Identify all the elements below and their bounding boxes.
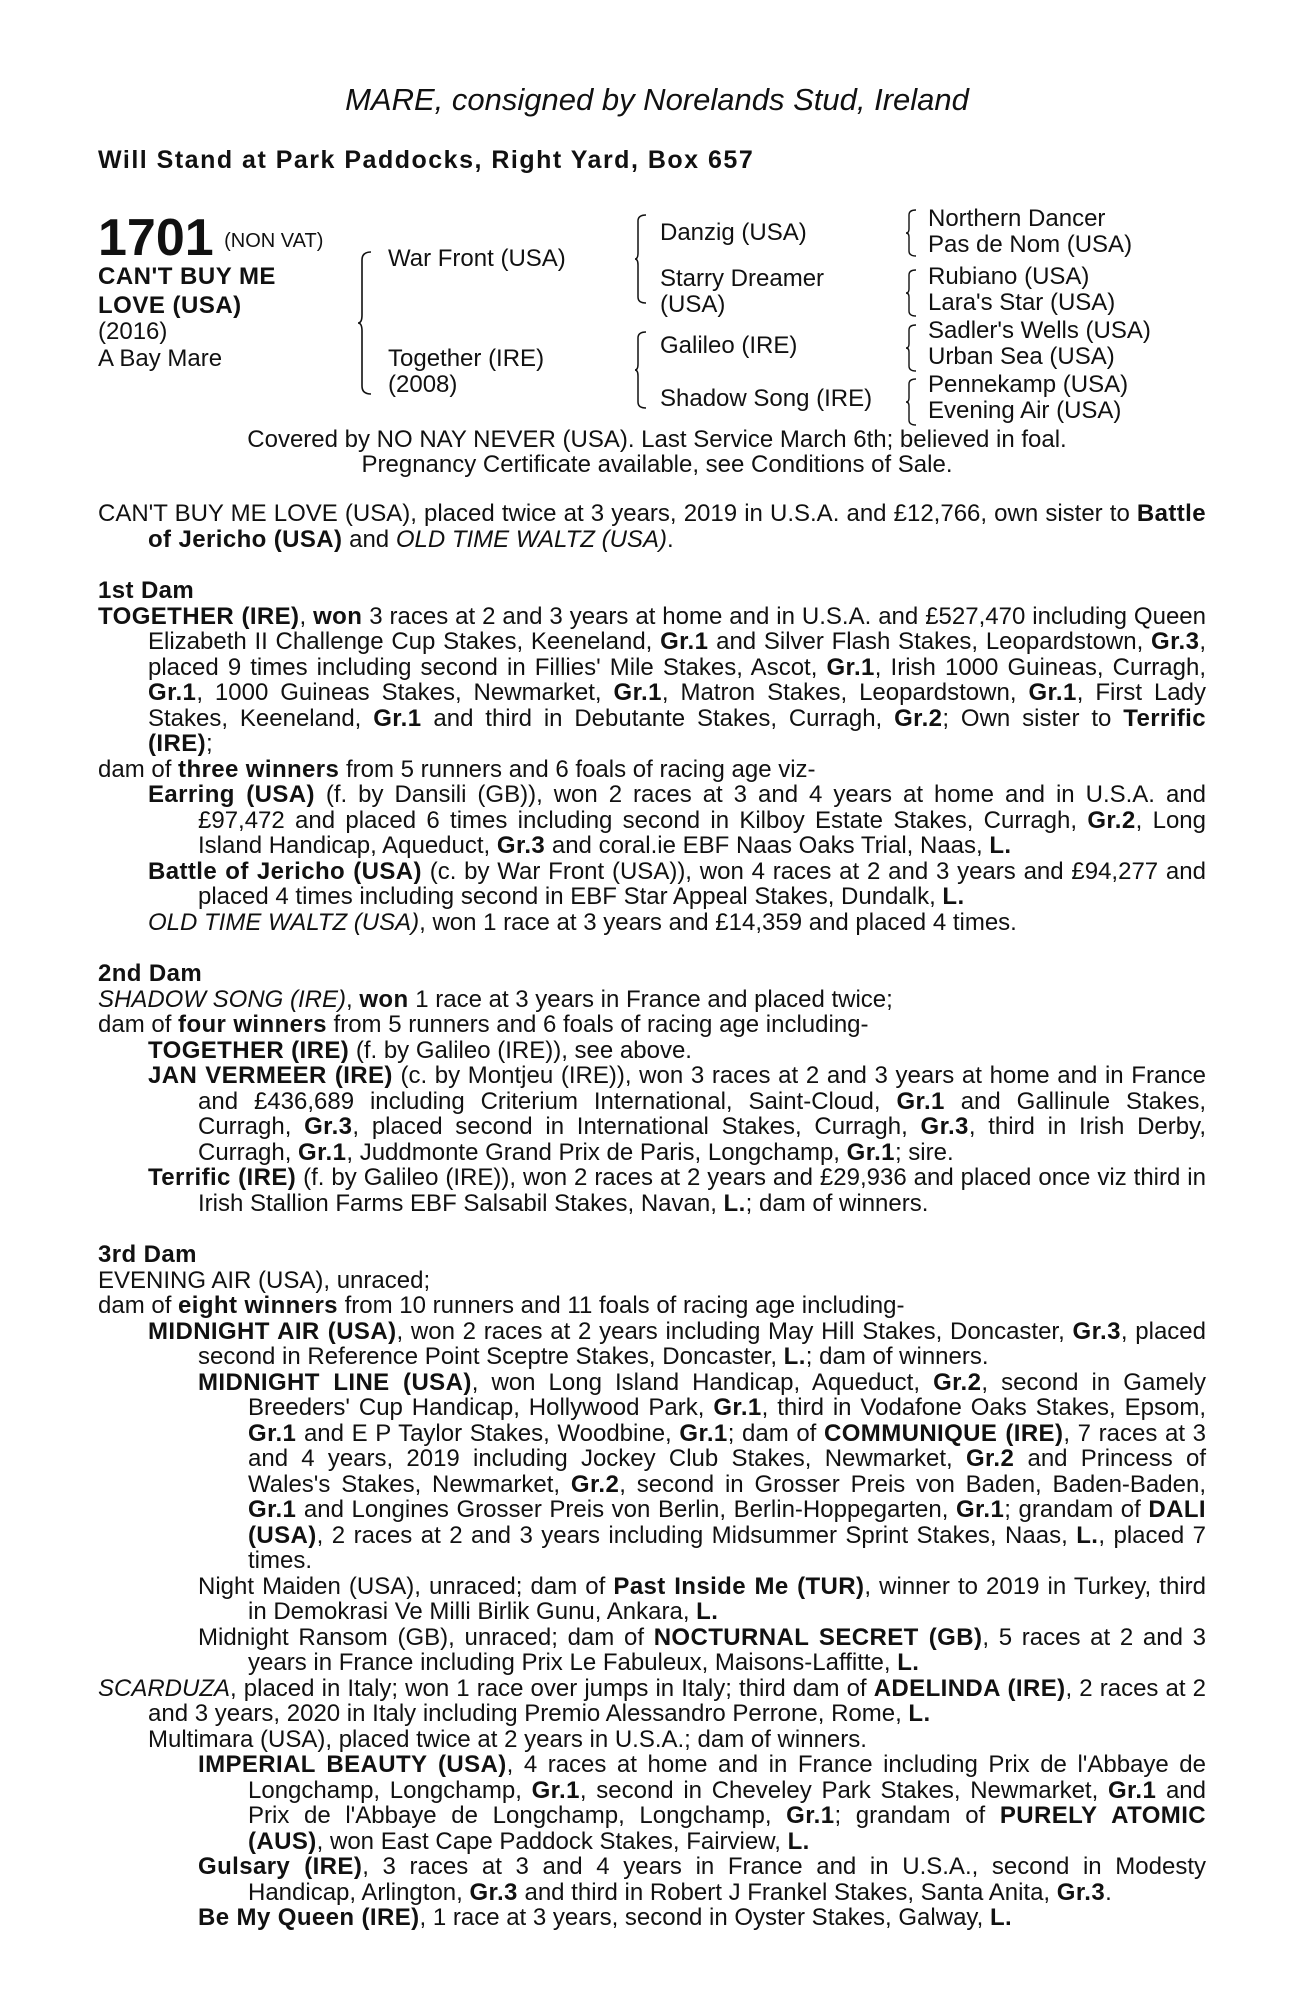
pedigree-entry: [98, 1676, 1206, 1727]
text-run: ,: [299, 602, 314, 630]
pedigree-sdd: Lara's Star (USA): [928, 289, 1116, 316]
text-run: and Prix de l'Abbaye de Longchamp, Longchamp,: [248, 1776, 1206, 1829]
pedigree-entry: [98, 859, 1206, 910]
bold-text-run: MIDNIGHT LINE (USA): [198, 1368, 472, 1396]
section-heading: 1st Dam: [98, 577, 195, 604]
pedigree-dam-line2: (2008): [388, 371, 458, 398]
text-run: , Juddmonte Grand Prix de Paris, Longchamp,: [346, 1138, 847, 1166]
pedigree-brace-gen1: [357, 250, 373, 396]
text-run: ; dam of winners.: [745, 1189, 929, 1217]
text-run: (f. by Galileo (IRE)), see above.: [349, 1036, 692, 1064]
italic-text-run: SCARDUZA: [98, 1674, 231, 1702]
bold-text-run: Be My Queen (IRE): [198, 1904, 420, 1931]
text-run: ,: [346, 985, 360, 1013]
bold-text-run: Gr.1: [248, 1496, 297, 1523]
bold-text-run: L.: [783, 1343, 806, 1370]
text-run: and coral.ie EBF Naas Oaks Trial, Naas,: [545, 832, 990, 859]
text-run: , 2 races at 2 and 3 years including Midsummer Sprint Stakes, Naas,: [316, 1521, 1077, 1549]
horse-name: [98, 262, 276, 320]
text-run: , First Lady Stakes, Keeneland,: [148, 679, 1207, 732]
text-run: (f. by Dansili (GB)), won 2 races at 3 and 4 years at home and in U.S.A. and £97,472 and placed 6 times including second in Kilboy Estate Stakes, Curragh,: [198, 781, 1206, 834]
text-run: and third in Debutante Stakes, Curragh,: [421, 704, 895, 732]
pedigree-entry: [98, 1268, 1206, 1294]
bold-text-run: Gr.1: [1028, 679, 1077, 706]
text-run: , 4 races at home and in France including Prix de l'Abbaye de Longchamp, Longchamp,: [248, 1751, 1206, 1804]
pedigree-entry: [98, 1854, 1206, 1905]
bold-text-run: Gr.3: [1056, 1878, 1106, 1906]
text-run: from 10 runners and 11 foals of racing age including-: [337, 1292, 905, 1319]
bold-text-run: Gr.3: [920, 1113, 969, 1140]
bold-text-run: Gr.2: [894, 704, 943, 732]
text-run: , third in Irish Derby, Curragh,: [198, 1113, 1207, 1166]
foaling-year: (2016): [98, 318, 168, 345]
pedigree-entry: [98, 1063, 1206, 1165]
bold-text-run: Gr.2: [570, 1470, 620, 1498]
section-heading: 3rd Dam: [98, 1241, 197, 1268]
pedigree-ssd: Pas de Nom (USA): [928, 231, 1133, 258]
bold-text-run: L.: [723, 1189, 746, 1217]
text-run: ;: [206, 730, 213, 757]
catalogue-body: [98, 501, 1206, 1931]
pregnancy-note: Pregnancy Certificate available, see Conditions of Sale.: [361, 451, 953, 478]
text-run: , Irish 1000 Guineas, Curragh,: [874, 653, 1206, 681]
bold-text-run: Gr.1: [660, 628, 709, 655]
bold-text-run: L.: [1076, 1521, 1099, 1549]
text-run: , 1 race at 3 years, second in Oyster Stakes, Galway,: [419, 1904, 990, 1931]
text-run: , placed second in International Stakes, Curragh,: [352, 1113, 921, 1140]
horse-name-line1: CAN'T BUY ME: [98, 263, 276, 290]
horse-details: [98, 318, 222, 372]
text-run: 1 race at 3 years in France and placed twice;: [408, 985, 893, 1013]
bold-text-run: L.: [897, 1649, 920, 1676]
text-run: , placed in Italy; won 1 race over jumps in Italy; third dam of: [230, 1674, 874, 1702]
intro-paragraph: [98, 501, 1206, 552]
text-run: from 5 runners and 6 foals of racing age including-: [326, 1011, 869, 1038]
text-run: , 7 races at 3 and 4 years, 2019 including Jockey Club Stakes, Newmarket,: [248, 1419, 1206, 1472]
bold-text-run: Earring (USA): [148, 781, 315, 808]
pedigree-dss: Sadler's Wells (USA): [928, 317, 1151, 344]
bold-text-run: Gr.1: [713, 1394, 762, 1421]
bold-text-run: IMPERIAL BEAUTY (USA): [198, 1751, 507, 1778]
lot-number: 1701: [98, 209, 214, 267]
bold-text-run: L.: [908, 1700, 931, 1727]
vat-status: (NON VAT): [224, 230, 324, 252]
bold-text-run: L.: [696, 1598, 719, 1625]
text-run: and Silver Flash Stakes, Leopardstown,: [708, 628, 1152, 655]
text-run: (c. by War Front (USA)), won 4 races at 2 and 3 years and £94,277 and placed 4 times including second in EBF Star Appeal Stakes, Dundalk,: [198, 857, 1206, 910]
pedigree-sire-sire: Danzig (USA): [660, 219, 807, 246]
text-run: ; sire.: [894, 1138, 954, 1166]
bold-text-run: Gr.1: [896, 1087, 945, 1115]
text-run: , Matron Stakes, Leopardstown,: [661, 679, 1029, 706]
pedigree-entry: [98, 1293, 1206, 1319]
pedigree-entry: [98, 1727, 1206, 1753]
bold-text-run: MIDNIGHT AIR (USA): [148, 1317, 397, 1345]
bold-text-run: won: [313, 602, 363, 630]
text-run: from 5 runners and 6 foals of racing age viz-: [339, 755, 816, 783]
bold-text-run: Gr.1: [373, 704, 422, 732]
pedigree-entry: [98, 1752, 1206, 1854]
text-run: (c. by Montjeu (IRE)), won 3 races at 2 and 3 years at home and in France and £436,689 including Criterium International, Saint-Cloud,: [198, 1062, 1207, 1115]
text-run: and Longines Grosser Preis von Berlin, Berlin-Hoppegarten,: [296, 1496, 956, 1523]
bold-text-run: Gr.1: [148, 679, 197, 706]
text-run: .: [666, 525, 674, 553]
pedigree-entry: [98, 1370, 1206, 1574]
bold-text-run: ADELINDA (IRE): [873, 1674, 1066, 1702]
text-run: and third in Robert J Frankel Stakes, Santa Anita,: [517, 1878, 1057, 1906]
lot-header: [98, 208, 323, 268]
bold-text-run: Gr.2: [965, 1445, 1015, 1472]
pedigree-entry: [98, 1165, 1206, 1216]
pedigree-ddd: Evening Air (USA): [928, 397, 1122, 424]
text-run: and E P Taylor Stakes, Woodbine,: [296, 1419, 680, 1447]
pedigree-sire-dam-line2: (USA): [660, 291, 726, 318]
text-run: and Princess of Wales's Stakes, Newmarket,: [248, 1445, 1206, 1498]
pedigree-dam-line1: Together (IRE): [388, 345, 545, 372]
dam-sections: [98, 578, 1206, 1931]
bold-text-run: PURELY ATOMIC (AUS): [248, 1802, 1206, 1855]
pedigree-sire-dam-line1: Starry Dreamer: [660, 265, 825, 292]
bold-text-run: Gr.1: [613, 679, 662, 706]
text-run: .: [1105, 1878, 1112, 1906]
consignment-line: MARE, consigned by Norelands Stud, Ireland: [345, 82, 969, 117]
pedigree-entry: [98, 757, 1206, 783]
text-run: dam of: [98, 755, 179, 783]
text-run: , 5 races at 2 and 3 years in France including Prix Le Fabuleux, Maisons-Laffitte,: [248, 1623, 1206, 1676]
pedigree-brace-sd: [905, 268, 917, 318]
text-run: Night Maiden (USA), unraced; dam of: [198, 1572, 614, 1600]
dam-section: [98, 1242, 1206, 1931]
bold-text-run: COMMUNIQUE (IRE): [824, 1419, 1064, 1447]
bold-text-run: Terrific (IRE): [148, 1164, 297, 1191]
bold-text-run: Gr.2: [1087, 806, 1136, 834]
text-run: 3 races at 2 and 3 years at home and in U.S.A. and £527,470 including Queen Elizabeth II Challenge Cup Stakes, Keeneland,: [148, 602, 1206, 655]
text-run: , won 2 races at 2 years including May Hill Stakes, Doncaster,: [396, 1317, 1073, 1345]
bold-text-run: eight winners: [178, 1292, 338, 1319]
italic-text-run: SHADOW SONG (IRE): [98, 985, 347, 1013]
text-run: , 2 races at 2 and 3 years, 2020 in Italy including Premio Alessandro Perrone, Rome,: [148, 1674, 1206, 1727]
pedigree-sds: Rubiano (USA): [928, 263, 1090, 290]
dam-section: [98, 578, 1206, 935]
text-run: ; dam of: [727, 1419, 824, 1447]
text-run: , second in Grosser Preis von Baden, Baden-Baden,: [619, 1470, 1206, 1498]
bold-text-run: Gulsary (IRE): [198, 1853, 363, 1880]
bold-text-run: Gr.3: [304, 1113, 353, 1140]
bold-text-run: TOGETHER (IRE): [98, 602, 300, 630]
pedigree-brace-ds: [905, 323, 917, 373]
text-run: , won 1 race at 3 years and £14,359 and placed 4 times.: [419, 908, 1017, 936]
bold-text-run: Gr.1: [955, 1496, 1005, 1523]
pedigree-dds: Pennekamp (USA): [928, 371, 1129, 398]
bold-text-run: L.: [942, 883, 965, 910]
pedigree-entry: [98, 1905, 1206, 1931]
pedigree-dam-dam: Shadow Song (IRE): [660, 385, 873, 412]
pedigree-entry: [98, 604, 1206, 757]
text-run: , second in Cheveley Park Stakes, Newmarket,: [579, 1776, 1108, 1804]
horse-description: A Bay Mare: [98, 345, 223, 372]
pedigree-entry: [98, 1319, 1206, 1370]
pedigree-entry: [98, 1038, 1206, 1064]
bold-text-run: Gr.1: [846, 1138, 895, 1166]
bold-text-run: four winners: [178, 1011, 327, 1038]
bold-text-run: TOGETHER (IRE): [148, 1036, 350, 1064]
bold-text-run: Gr.1: [1107, 1776, 1157, 1804]
bold-text-run: Gr.2: [933, 1368, 982, 1396]
bold-text-run: Gr.3: [1072, 1317, 1121, 1345]
bold-text-run: Gr.1: [248, 1419, 297, 1447]
bold-text-run: L.: [989, 1904, 1013, 1931]
location-line: Will Stand at Park Paddocks, Right Yard, Box 657: [98, 146, 755, 174]
horse-name-line2: LOVE (USA): [98, 292, 242, 319]
text-run: dam of: [98, 1292, 179, 1319]
text-run: , won East Cape Paddock Stakes, Fairview,: [316, 1827, 788, 1855]
covering-note: Covered by NO NAY NEVER (USA). Last Service March 6th; believed in foal.: [247, 426, 1067, 453]
pedigree-dam-sire: Galileo (IRE): [660, 332, 798, 359]
bold-text-run: DALI (USA): [248, 1496, 1206, 1549]
bold-text-run: L.: [989, 832, 1012, 859]
text-run: , second in Gamely Breeders' Cup Handicap, Hollywood Park,: [248, 1368, 1206, 1421]
bold-text-run: Gr.3: [1151, 628, 1200, 655]
text-run: Midnight Ransom (GB), unraced; dam of: [198, 1623, 654, 1651]
pedigree-brace-ss: [905, 208, 917, 258]
text-run: , placed 9 times including second in Fillies' Mile Stakes, Ascot,: [148, 628, 1206, 681]
text-run: ; grandam of: [1004, 1496, 1149, 1523]
pedigree-brace-sire: [634, 213, 648, 305]
text-run: , Long Island Handicap, Aqueduct,: [198, 806, 1206, 859]
bold-text-run: Gr.3: [469, 1878, 518, 1906]
text-run: dam of: [98, 1011, 179, 1038]
bold-text-run: Battle of Jericho (USA): [148, 500, 1206, 553]
bold-text-run: three winners: [178, 755, 340, 783]
text-run: Multimara (USA), placed twice at 2 years in U.S.A.; dam of winners.: [148, 1725, 867, 1753]
text-run: (f. by Galileo (IRE)), won 2 races at 2 years and £29,936 and placed once viz third in Irish Stallion Farms EBF Salsabil Stakes, Navan,: [198, 1164, 1206, 1217]
text-run: EVENING AIR (USA), unraced;: [98, 1266, 431, 1294]
dam-section: [98, 961, 1206, 1216]
bold-text-run: Gr.1: [786, 1802, 835, 1829]
bold-text-run: Battle of Jericho (USA): [148, 857, 422, 885]
bold-text-run: Gr.1: [679, 1419, 728, 1447]
bold-text-run: won: [359, 985, 409, 1013]
bold-text-run: Gr.1: [531, 1776, 580, 1804]
text-run: , 1000 Guineas Stakes, Newmarket,: [196, 679, 614, 706]
bold-text-run: Terrific (IRE): [148, 704, 1206, 757]
text-run: , third in Vodafone Oaks Stakes, Epsom,: [761, 1394, 1206, 1421]
pedigree-brace-dam: [634, 330, 648, 410]
pedigree-entry: [98, 782, 1206, 859]
text-run: , winner to 2019 in Turkey, third in Demokrasi Ve Milli Birlik Gunu, Ankara,: [248, 1572, 1206, 1625]
italic-text-run: OLD TIME WALTZ (USA): [148, 908, 420, 936]
section-heading: 2nd Dam: [98, 960, 203, 987]
pedigree-entry: [98, 987, 1206, 1013]
text-run: , 3 races at 3 and 4 years in France and in U.S.A., second in Modesty Handicap, Arlington,: [248, 1853, 1206, 1906]
bold-text-run: Past Inside Me (TUR): [613, 1572, 865, 1600]
bold-text-run: L.: [787, 1827, 810, 1855]
bold-text-run: Gr.3: [496, 832, 546, 859]
pedigree-entry: [98, 1625, 1206, 1676]
bold-text-run: Gr.1: [826, 653, 875, 681]
text-run: CAN'T BUY ME LOVE (USA), placed twice at 3 years, 2019 in U.S.A. and £12,766, own sister to: [98, 500, 1137, 527]
text-run: ; grandam of: [834, 1802, 1000, 1829]
pedigree-sss: Northern Dancer: [928, 205, 1106, 232]
text-run: ; dam of winners.: [805, 1343, 989, 1370]
text-run: , placed second in Reference Point Sceptre Stakes, Doncaster,: [198, 1317, 1206, 1370]
bold-text-run: JAN VERMEER (IRE): [148, 1062, 393, 1089]
italic-text-run: OLD TIME WALTZ (USA): [395, 525, 667, 553]
pedigree-brace-dd: [905, 377, 917, 427]
pedigree-entry: [98, 1574, 1206, 1625]
text-run: , placed 7 times.: [248, 1521, 1206, 1574]
text-run: and Gallinule Stakes, Curragh,: [198, 1087, 1206, 1140]
pedigree-dsd: Urban Sea (USA): [928, 343, 1115, 370]
pedigree-sire: War Front (USA): [388, 245, 566, 272]
text-run: , won Long Island Handicap, Aqueduct,: [471, 1368, 934, 1396]
pedigree-entry: [98, 910, 1206, 936]
pedigree-entry: [98, 1012, 1206, 1038]
text-run: ; Own sister to: [942, 704, 1124, 732]
bold-text-run: NOCTURNAL SECRET (GB): [653, 1623, 983, 1651]
text-run: and: [342, 525, 396, 553]
bold-text-run: Gr.1: [298, 1138, 347, 1166]
